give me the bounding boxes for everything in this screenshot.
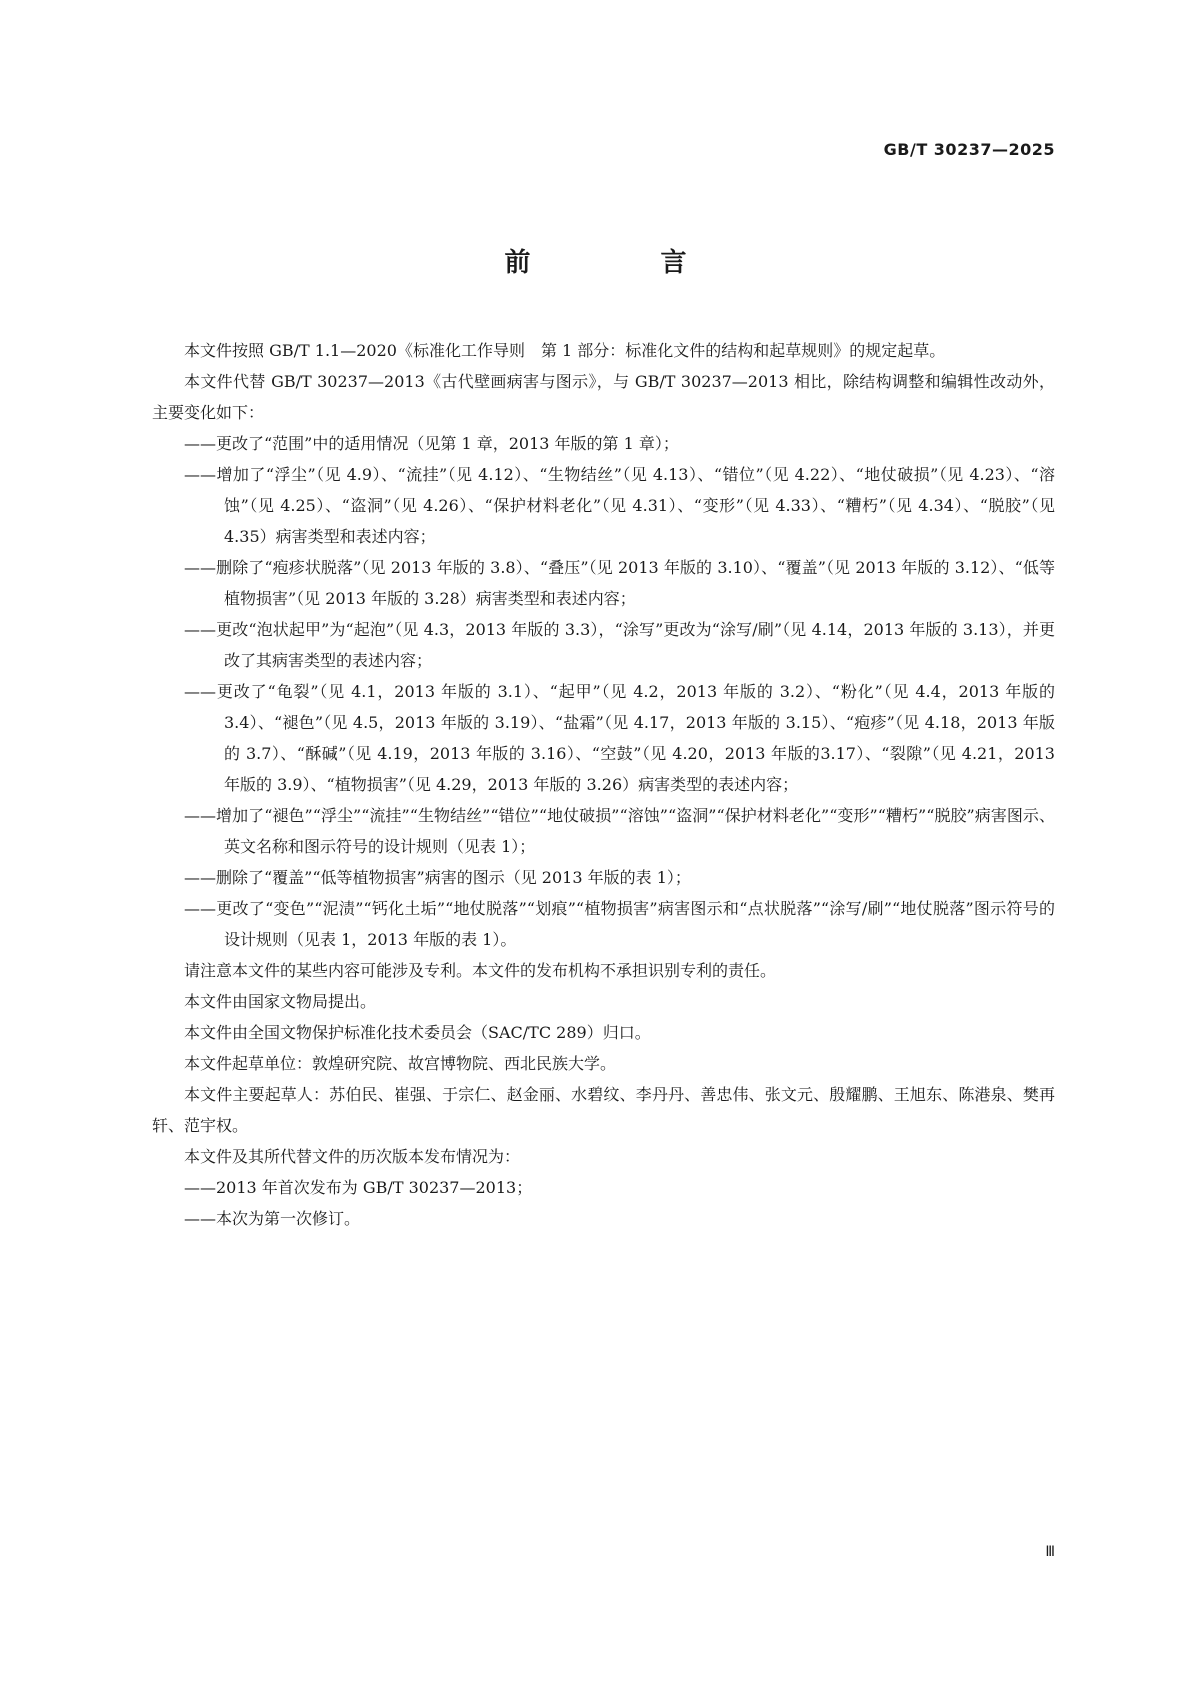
preface-body — [152, 335, 1055, 1234]
change-item: ——更改了“范围”中的适用情况（见第 1 章，2013 年版的第 1 章）； — [184, 434, 679, 453]
change-item: ——更改了“龟裂”（见 4.1，2013 年版的 3.1）、“起甲”（见 4.2，2013 年版的 3.2）、“粉化”（见 4.4，2013 年版的 3.4）、“褪色”（见 4.5，2013 年版的 3.19）、“盐霜”（见 4.17，2013 年版的 3.15）、“疱疹”（见 4.18，2013 年版的 3.7）、“酥碱”（见 4.19，2013 年版的 3.16）、“空鼓”（见 4.20，2013 年版的3.17）、“裂隙”（见 4.21，2013 年版的 3.9）、“植物损害”（见 4.29，2013 年版的 3.26）病害类型的表述内容； — [184, 682, 1055, 794]
change-item: ——更改了“变色”“泥渍”“钙化土垢”“地仗脱落”“划痕”“植物损害”病害图示和“点状脱落”“涂写/刷”“地仗脱落”图示符号的设计规则（见表 1，2013 年版的表 1）。 — [184, 899, 1055, 949]
standard-code: GB/T 30237—2025 — [883, 140, 1055, 159]
page-number: Ⅲ — [1045, 1544, 1055, 1560]
paragraph-drafting-rules: 本文件按照 GB/T 1.1—2020《标准化工作导则 第 1 部分：标准化文件的结构和起草规则》的规定起草。 — [184, 341, 946, 360]
change-item: ——删除了“覆盖”“低等植物损害”病害的图示（见 2013 年版的表 1）； — [184, 868, 691, 887]
history-item: ——2013 年首次发布为 GB/T 30237—2013； — [184, 1178, 533, 1197]
paragraph-drafters: 本文件主要起草人：苏伯民、崔强、于宗仁、赵金丽、水碧纹、李丹丹、善忠伟、张文元、殷耀鹏、王旭东、陈港泉、樊再轩、范宇权。 — [152, 1085, 1055, 1135]
paragraph-replacement: 本文件代替 GB/T 30237—2013《古代壁画病害与图示》，与 GB/T 30237—2013 相比，除结构调整和编辑性改动外，主要变化如下： — [152, 372, 1055, 422]
change-item: ——增加了“浮尘”（见 4.9）、“流挂”（见 4.12）、“生物结丝”（见 4.13）、“错位”（见 4.22）、“地仗破损”（见 4.23）、“溶蚀”（见 4.25）、“盗洞”（见 4.26）、“保护材料老化”（见 4.31）、“变形”（见 4.33）、“糟朽”（见 4.34）、“脱胶”（见 4.35）病害类型和表述内容； — [184, 465, 1055, 546]
paragraph-patent-notice: 请注意本文件的某些内容可能涉及专利。本文件的发布机构不承担识别专利的责任。 — [184, 961, 777, 980]
history-item: ——本次为第一次修订。 — [184, 1209, 361, 1228]
change-item: ——增加了“褪色”“浮尘”“流挂”“生物结丝”“错位”“地仗破损”“溶蚀”“盗洞”“保护材料老化”“变形”“糟朽”“脱胶”病害图示、英文名称和图示符号的设计规则（见表 1）； — [184, 806, 1055, 856]
page-title: 前 言 — [504, 248, 739, 278]
change-item: ——删除了“疱疹状脱落”（见 2013 年版的 3.8）、“叠压”（见 2013 年版的 3.10）、“覆盖”（见 2013 年版的 3.12）、“低等植物损害”（见 2013 年版的 3.28）病害类型和表述内容； — [184, 558, 1055, 608]
paragraph-drafting-units: 本文件起草单位：敦煌研究院、故宫博物院、西北民族大学。 — [184, 1054, 617, 1073]
paragraph-committee: 本文件由全国文物保护标准化技术委员会（SAC/TC 289）归口。 — [184, 1023, 651, 1042]
change-item: ——更改“泡状起甲”为“起泡”（见 4.3，2013 年版的 3.3），“涂写”更改为“涂写/刷”（见 4.14，2013 年版的 3.13），并更改了其病害类型的表述内容； — [184, 620, 1055, 670]
paragraph-proposer: 本文件由国家文物局提出。 — [184, 992, 377, 1011]
paragraph-history-intro: 本文件及其所代替文件的历次版本发布情况为： — [184, 1147, 521, 1166]
